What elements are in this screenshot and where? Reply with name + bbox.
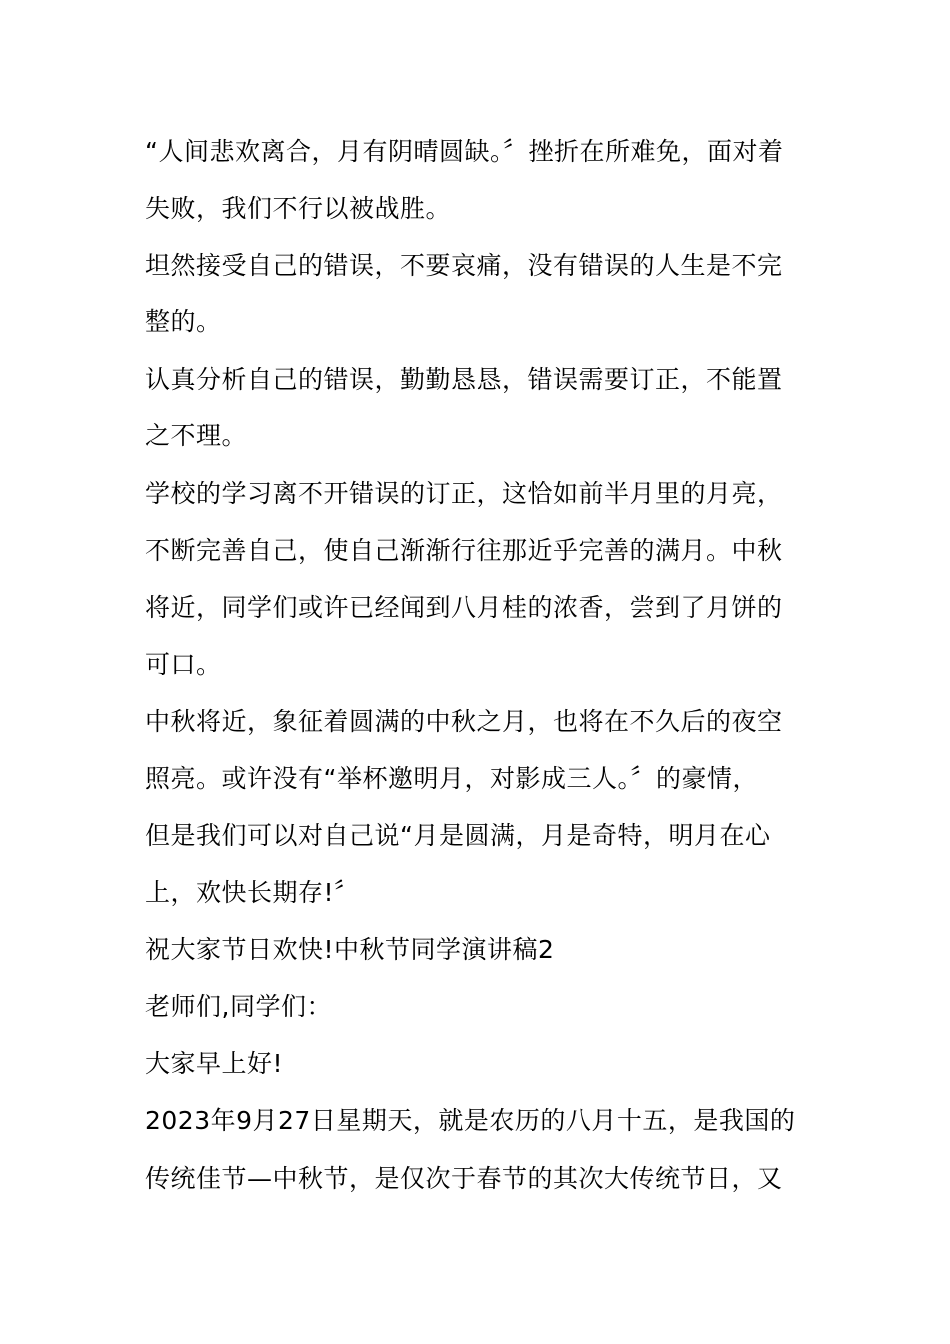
salutation: 老师们,同学们： — [145, 992, 332, 1021]
text-line: 上，欢快长期存!〞 — [145, 878, 360, 907]
section-title: 祝大家节日欢快!中秋节同学演讲稿2 — [145, 935, 555, 964]
text-line: 不断完善自己，使自己渐渐行往那近乎完善的满月。中秋 — [145, 536, 783, 565]
text-line: 传统佳节—中秋节，是仅次于春节的其次大传统节日，又 — [145, 1164, 783, 1193]
text-line: 坦然接受自己的错误，不要哀痛，没有错误的人生是不完 — [145, 251, 783, 280]
text-line: 学校的学习离不开错误的订正，这恰如前半月里的月亮， — [145, 479, 783, 508]
text-line: 整的。 — [145, 307, 222, 336]
text-line: 2023年9月27日星期天，就是农历的八月十五，是我国的 — [145, 1106, 796, 1135]
text-line: 之不理。 — [145, 421, 248, 450]
text-line: 照亮。或许没有“举杯邀明月，对影成三人。〞的豪情， — [145, 764, 758, 793]
greeting: 大家早上好! — [145, 1049, 284, 1078]
text-line: 但是我们可以对自己说“月是圆满，月是奇特，明月在心 — [145, 821, 771, 850]
text-line: 认真分析自己的错误，勤勤恳恳，错误需要订正，不能置 — [145, 365, 783, 394]
text-line: 中秋将近，象征着圆满的中秋之月，也将在不久后的夜空 — [145, 707, 783, 736]
text-line: 将近，同学们或许已经闻到八月桂的浓香，尝到了月饼的 — [145, 593, 783, 622]
text-line: 可口。 — [145, 650, 222, 679]
text-line: “人间悲欢离合，月有阴晴圆缺。〞挫折在所难免，面对着 — [145, 137, 784, 166]
text-line: 失败，我们不行以被战胜。 — [145, 194, 452, 223]
